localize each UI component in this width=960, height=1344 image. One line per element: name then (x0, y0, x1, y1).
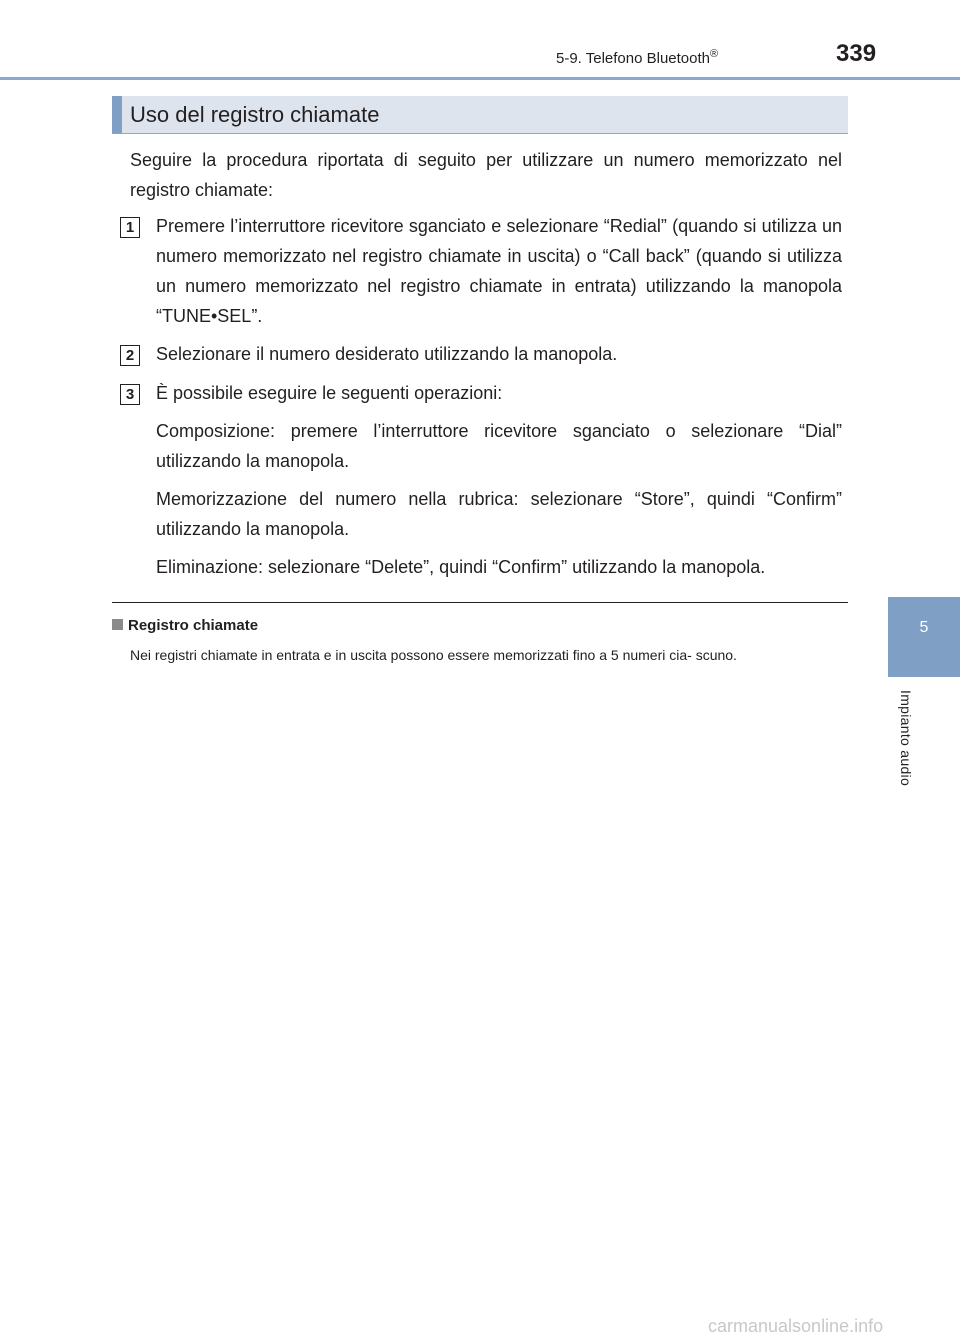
watermark: carmanualsonline.info (708, 1316, 884, 1336)
section-title: Uso del registro chiamate (130, 102, 380, 127)
section-divider (112, 602, 848, 603)
step-3-option-dial: Composizione: premere l’interruttore ricevitore sganciato o selezionare “Dial” utilizzando la manopola. (156, 421, 842, 471)
running-header (556, 48, 718, 67)
step-2-text: Selezionare il numero desiderato utilizzando la manopola. (156, 344, 618, 364)
step-3-text: È possibile eseguire le seguenti operazioni: (156, 383, 503, 403)
running-header-text: 5-9. Telefono Bluetooth (556, 50, 711, 67)
step-number-badge: 2 (120, 345, 140, 366)
trademark-symbol: ® (710, 48, 719, 60)
header-divider (0, 77, 960, 80)
note-text: Nei registri chiamate in entrata e in uscita possono essere memorizzati fino a 5 numeri cia- scuno. (130, 647, 737, 663)
step-number-badge: 3 (120, 384, 140, 405)
page-number: 339 (836, 40, 877, 67)
intro-paragraph: Seguire la procedura riportata di seguito per utilizzare un numero memorizzato nel registro chiamate: (130, 150, 842, 200)
chapter-label: Impianto audio (898, 690, 914, 787)
section-heading-bar (112, 96, 848, 134)
square-bullet-icon (112, 619, 123, 630)
note-title: Registro chiamate (128, 617, 259, 634)
chapter-number: 5 (919, 619, 929, 636)
step-number-badge: 1 (120, 217, 140, 238)
step-1-text: Premere l’interruttore ricevitore sganciato e selezionare “Redial” (quando si utilizza un numero memorizzato nel registro chiamate in uscita) o “Call back” (quando si utilizza un numero memorizzato nel registro chiamate in entrata) utilizzando la manopola “TUNE•SEL”. (156, 216, 842, 326)
step-3-option-delete: Eliminazione: selezionare “Delete”, quindi “Confirm” utilizzando la manopola. (156, 557, 766, 577)
chapter-tab (888, 597, 960, 677)
step-3-option-store: Memorizzazione del numero nella rubrica: selezionare “Store”, quindi “Confirm” utilizzando la manopola. (156, 489, 842, 539)
note-heading (112, 617, 258, 634)
